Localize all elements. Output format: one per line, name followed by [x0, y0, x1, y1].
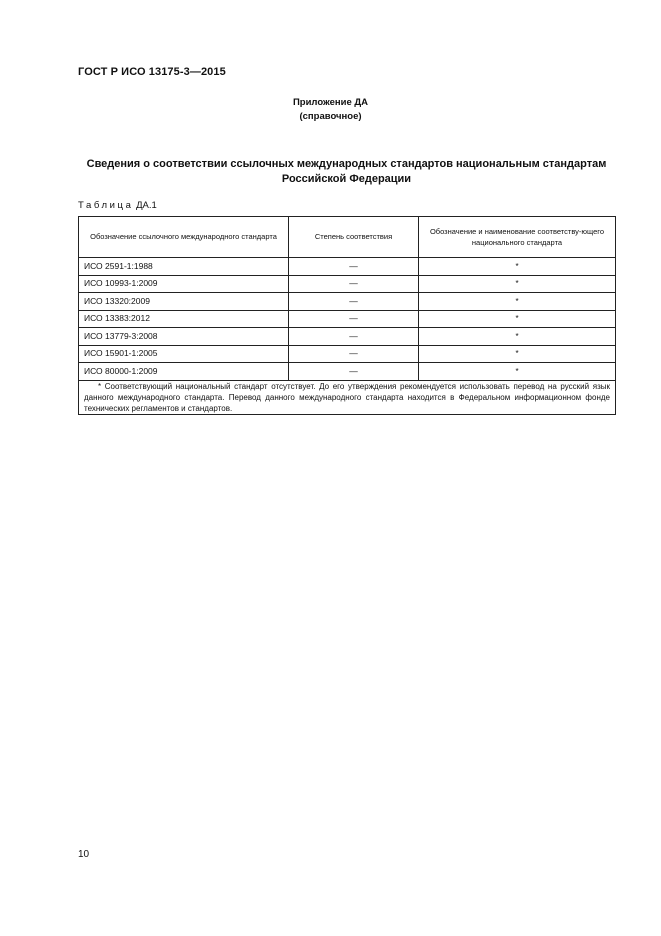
annex-subtitle: (справочное) [299, 111, 362, 122]
cell-national-standard: * [419, 293, 616, 311]
column-header-designation: Обозначение ссылочного международного стандарта [79, 217, 289, 258]
cell-degree: — [289, 345, 419, 363]
cell-degree: — [289, 275, 419, 293]
table-caption-word: Таблица [78, 200, 134, 211]
cell-national-standard: * [419, 275, 616, 293]
document-code: ГОСТ Р ИСО 13175-3—2015 [78, 66, 226, 78]
cell-degree: — [289, 258, 419, 276]
cell-designation: ИСО 80000-1:2009 [79, 363, 289, 381]
table-footnote-row [79, 380, 616, 414]
cell-designation: ИСО 2591-1:1988 [79, 258, 289, 276]
table-row [79, 258, 616, 276]
cell-designation: ИСО 13779-3:2008 [79, 328, 289, 346]
table-row [79, 293, 616, 311]
table-row [79, 275, 616, 293]
table-row [79, 310, 616, 328]
table-footnote [79, 380, 616, 414]
table-caption [78, 200, 157, 211]
standards-correspondence-table [78, 216, 616, 415]
table-header-row [79, 217, 616, 258]
cell-national-standard: * [419, 328, 616, 346]
section-heading [78, 157, 615, 187]
table-footnote-text: * Соответствующий национальный стандарт отсутствует. До его утверждения рекомендуется использовать перевод на русский язык данного международного стандарта. Перевод данного международного стандарта находится в Федеральном информационном фонде технических регламентов и стандартов. [84, 381, 610, 413]
cell-designation: ИСО 13383:2012 [79, 310, 289, 328]
cell-national-standard: * [419, 363, 616, 381]
column-header-national-standard: Обозначение и наименование соответству-ющего национального стандарта [419, 217, 616, 258]
cell-national-standard: * [419, 258, 616, 276]
annex-title: Приложение ДА [292, 97, 369, 108]
table-row [79, 328, 616, 346]
cell-degree: — [289, 310, 419, 328]
cell-national-standard: * [419, 310, 616, 328]
table-caption-number: ДА.1 [136, 200, 157, 211]
cell-degree: — [289, 328, 419, 346]
table-row [79, 363, 616, 381]
cell-degree: — [289, 293, 419, 311]
cell-designation: ИСО 15901-1:2005 [79, 345, 289, 363]
cell-degree: — [289, 363, 419, 381]
cell-designation: ИСО 10993-1:2009 [79, 275, 289, 293]
cell-designation: ИСО 13320:2009 [79, 293, 289, 311]
section-heading-line-1: Сведения о соответствии ссылочных международных стандартов национальным стандартам [86, 158, 607, 170]
table-row [79, 345, 616, 363]
page-number: 10 [78, 849, 90, 860]
cell-national-standard: * [419, 345, 616, 363]
column-header-degree: Степень соответствия [289, 217, 419, 258]
section-heading-line-2: Российской Федерации [281, 173, 412, 185]
